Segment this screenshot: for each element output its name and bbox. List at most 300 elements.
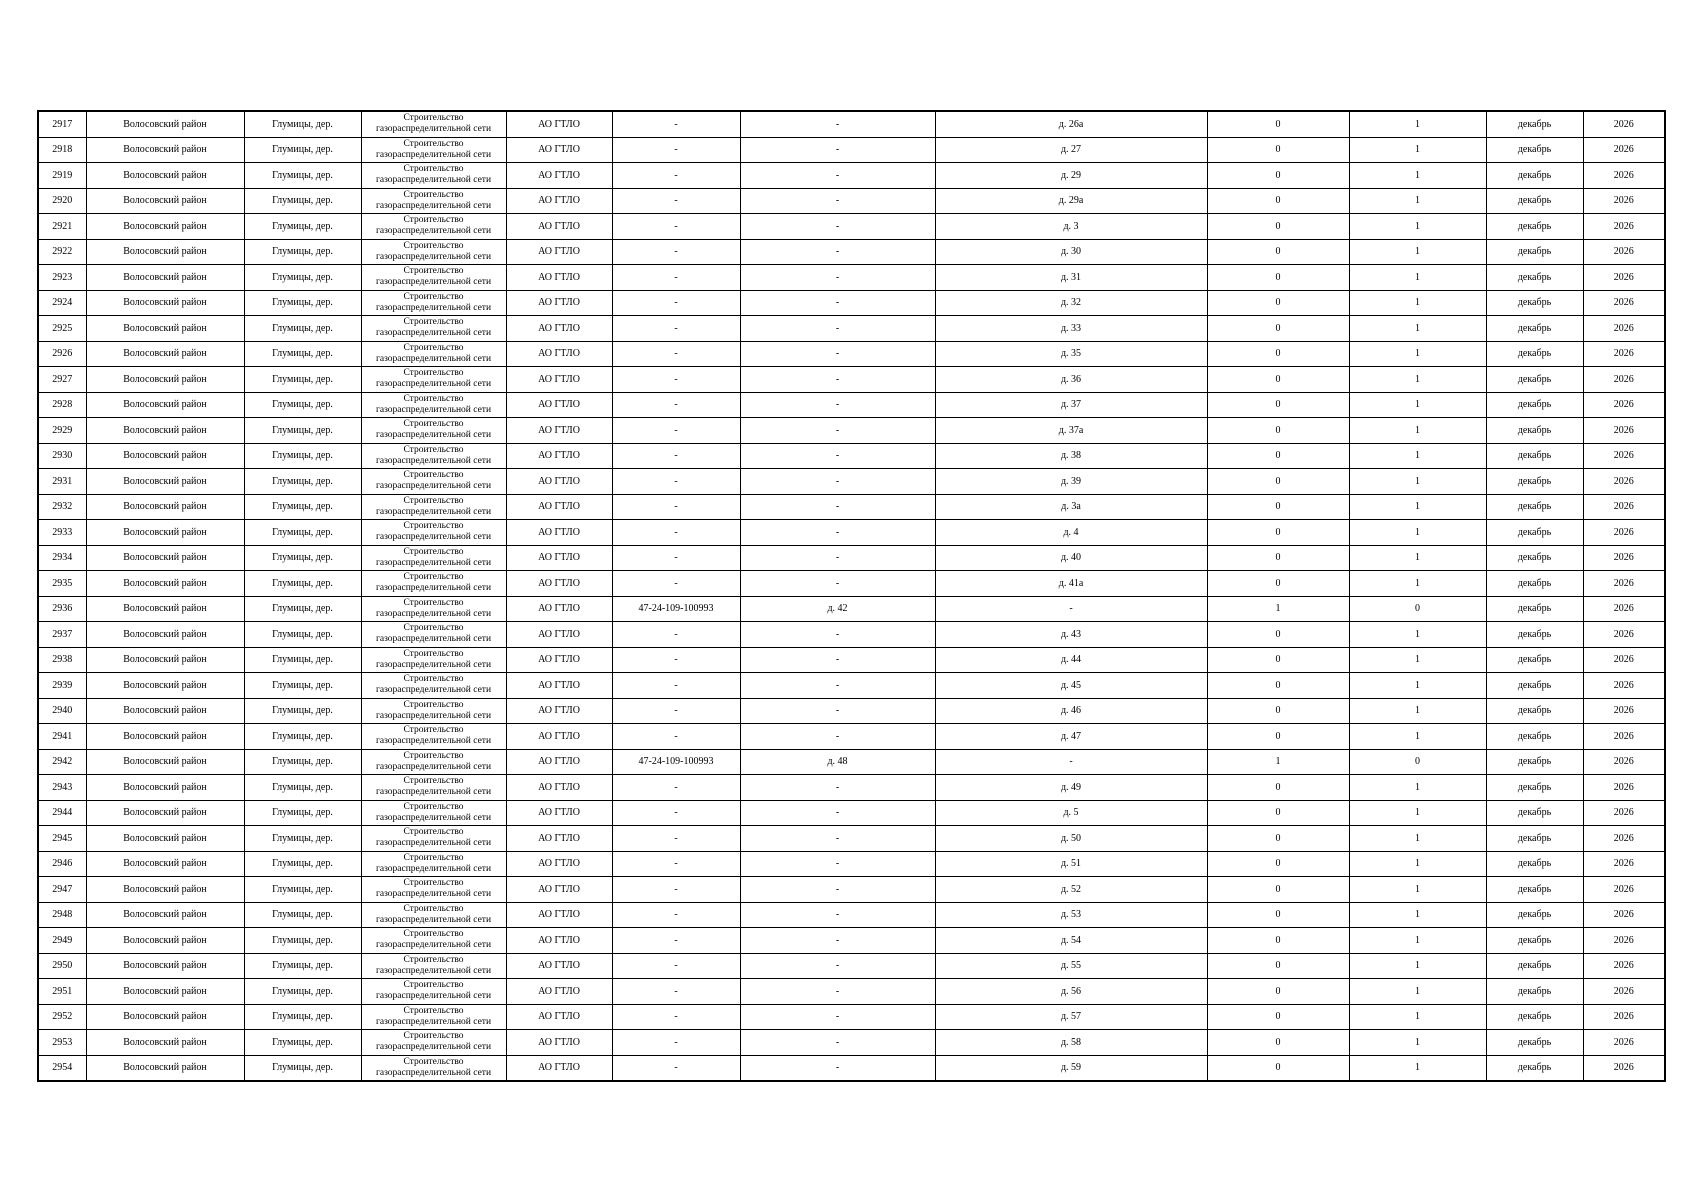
count-cell-1: 1 bbox=[1207, 596, 1349, 622]
count-cell-2: 1 bbox=[1349, 673, 1486, 699]
work-type-cell bbox=[361, 775, 506, 801]
address-cell: - bbox=[740, 418, 935, 444]
count-cell-2: 1 bbox=[1349, 111, 1486, 137]
year-cell: 2026 bbox=[1583, 239, 1665, 265]
table-row bbox=[38, 392, 1665, 418]
cadastral-number-cell: - bbox=[612, 111, 740, 137]
organization-cell: АО ГТЛО bbox=[506, 520, 612, 546]
row-number-cell: 2925 bbox=[38, 316, 86, 342]
year-cell: 2026 bbox=[1583, 494, 1665, 520]
month-cell: декабрь bbox=[1486, 1030, 1583, 1056]
year-cell: 2026 bbox=[1583, 877, 1665, 903]
table-row bbox=[38, 111, 1665, 137]
work-type-line: Строительство bbox=[403, 623, 464, 634]
work-type-line: Строительство bbox=[403, 725, 464, 736]
organization-cell: АО ГТЛО bbox=[506, 698, 612, 724]
house-number-cell: д. 37 bbox=[935, 392, 1207, 418]
organization-cell: АО ГТЛО bbox=[506, 877, 612, 903]
district-cell: Волосовский район bbox=[86, 647, 244, 673]
locality-cell: Глумицы, дер. bbox=[244, 953, 361, 979]
address-cell: - bbox=[740, 214, 935, 240]
locality-cell: Глумицы, дер. bbox=[244, 137, 361, 163]
cadastral-number-cell: - bbox=[612, 800, 740, 826]
organization-cell: АО ГТЛО bbox=[506, 596, 612, 622]
cadastral-number-cell: - bbox=[612, 851, 740, 877]
row-number-cell: 2942 bbox=[38, 749, 86, 775]
count-cell-2: 1 bbox=[1349, 469, 1486, 495]
month-cell: декабрь bbox=[1486, 1004, 1583, 1030]
district-cell: Волосовский район bbox=[86, 188, 244, 214]
month-cell: декабрь bbox=[1486, 800, 1583, 826]
table-row bbox=[38, 239, 1665, 265]
count-cell-1: 0 bbox=[1207, 290, 1349, 316]
address-cell: - bbox=[740, 290, 935, 316]
cadastral-number-cell: - bbox=[612, 928, 740, 954]
work-type-cell bbox=[361, 265, 506, 291]
month-cell: декабрь bbox=[1486, 749, 1583, 775]
row-number-cell: 2951 bbox=[38, 979, 86, 1005]
organization-cell: АО ГТЛО bbox=[506, 953, 612, 979]
address-cell: - bbox=[740, 724, 935, 750]
house-number-cell: д. 40 bbox=[935, 545, 1207, 571]
month-cell: декабрь bbox=[1486, 418, 1583, 444]
cadastral-number-cell: - bbox=[612, 137, 740, 163]
organization-cell: АО ГТЛО bbox=[506, 1055, 612, 1081]
work-type-line: газораспределительной сети bbox=[375, 557, 492, 568]
month-cell: декабрь bbox=[1486, 494, 1583, 520]
cadastral-number-cell: - bbox=[612, 214, 740, 240]
cadastral-number-cell: - bbox=[612, 953, 740, 979]
organization-cell: АО ГТЛО bbox=[506, 1030, 612, 1056]
work-type-cell bbox=[361, 520, 506, 546]
month-cell: декабрь bbox=[1486, 111, 1583, 137]
month-cell: декабрь bbox=[1486, 163, 1583, 189]
organization-cell: АО ГТЛО bbox=[506, 571, 612, 597]
district-cell: Волосовский район bbox=[86, 928, 244, 954]
row-number-cell: 2921 bbox=[38, 214, 86, 240]
district-cell: Волосовский район bbox=[86, 979, 244, 1005]
year-cell: 2026 bbox=[1583, 214, 1665, 240]
row-number-cell: 2918 bbox=[38, 137, 86, 163]
work-type-line: Строительство bbox=[403, 648, 464, 659]
year-cell: 2026 bbox=[1583, 545, 1665, 571]
row-number-cell: 2927 bbox=[38, 367, 86, 393]
count-cell-1: 0 bbox=[1207, 571, 1349, 597]
count-cell-1: 0 bbox=[1207, 418, 1349, 444]
district-cell: Волосовский район bbox=[86, 469, 244, 495]
district-cell: Волосовский район bbox=[86, 137, 244, 163]
work-type-line: Строительство bbox=[403, 317, 464, 328]
count-cell-2: 1 bbox=[1349, 1004, 1486, 1030]
work-type-cell bbox=[361, 673, 506, 699]
organization-cell: АО ГТЛО bbox=[506, 443, 612, 469]
month-cell: декабрь bbox=[1486, 851, 1583, 877]
table-row bbox=[38, 800, 1665, 826]
work-type-line: газораспределительной сети bbox=[375, 608, 492, 619]
count-cell-2: 1 bbox=[1349, 520, 1486, 546]
count-cell-2: 1 bbox=[1349, 902, 1486, 928]
work-type-cell bbox=[361, 163, 506, 189]
cadastral-number-cell: - bbox=[612, 545, 740, 571]
row-number-cell: 2924 bbox=[38, 290, 86, 316]
work-type-line: газораспределительной сети bbox=[375, 124, 492, 135]
work-type-line: Строительство bbox=[403, 546, 464, 557]
row-number-cell: 2936 bbox=[38, 596, 86, 622]
cadastral-number-cell: - bbox=[612, 698, 740, 724]
cadastral-number-cell: - bbox=[612, 341, 740, 367]
cadastral-number-cell: - bbox=[612, 673, 740, 699]
cadastral-number-cell: 47-24-109-100993 bbox=[612, 749, 740, 775]
row-number-cell: 2948 bbox=[38, 902, 86, 928]
work-type-line: газораспределительной сети bbox=[375, 149, 492, 160]
address-cell: - bbox=[740, 800, 935, 826]
month-cell: декабрь bbox=[1486, 902, 1583, 928]
address-cell: - bbox=[740, 571, 935, 597]
locality-cell: Глумицы, дер. bbox=[244, 698, 361, 724]
address-cell: - bbox=[740, 265, 935, 291]
district-cell: Волосовский район bbox=[86, 622, 244, 648]
work-type-line: газораспределительной сети bbox=[375, 991, 492, 1002]
year-cell: 2026 bbox=[1583, 290, 1665, 316]
count-cell-2: 0 bbox=[1349, 749, 1486, 775]
count-cell-2: 1 bbox=[1349, 418, 1486, 444]
house-number-cell: д. 58 bbox=[935, 1030, 1207, 1056]
month-cell: декабрь bbox=[1486, 953, 1583, 979]
count-cell-1: 0 bbox=[1207, 724, 1349, 750]
work-type-line: газораспределительной сети bbox=[375, 583, 492, 594]
house-number-cell: д. 33 bbox=[935, 316, 1207, 342]
house-number-cell: д. 29 bbox=[935, 163, 1207, 189]
table-row bbox=[38, 341, 1665, 367]
work-type-line: газораспределительной сети bbox=[375, 481, 492, 492]
cadastral-number-cell: - bbox=[612, 902, 740, 928]
row-number-cell: 2919 bbox=[38, 163, 86, 189]
table-row bbox=[38, 826, 1665, 852]
house-number-cell: д. 31 bbox=[935, 265, 1207, 291]
month-cell: декабрь bbox=[1486, 341, 1583, 367]
work-type-cell bbox=[361, 137, 506, 163]
row-number-cell: 2920 bbox=[38, 188, 86, 214]
organization-cell: АО ГТЛО bbox=[506, 902, 612, 928]
table-row bbox=[38, 596, 1665, 622]
work-type-line: газораспределительной сети bbox=[375, 506, 492, 517]
row-number-cell: 2934 bbox=[38, 545, 86, 571]
month-cell: декабрь bbox=[1486, 545, 1583, 571]
organization-cell: АО ГТЛО bbox=[506, 111, 612, 137]
table-row bbox=[38, 979, 1665, 1005]
year-cell: 2026 bbox=[1583, 571, 1665, 597]
district-cell: Волосовский район bbox=[86, 418, 244, 444]
work-type-line: газораспределительной сети bbox=[375, 863, 492, 874]
locality-cell: Глумицы, дер. bbox=[244, 1004, 361, 1030]
month-cell: декабрь bbox=[1486, 367, 1583, 393]
address-cell: - bbox=[740, 188, 935, 214]
house-number-cell: д. 41а bbox=[935, 571, 1207, 597]
work-type-line: Строительство bbox=[403, 878, 464, 889]
district-cell: Волосовский район bbox=[86, 494, 244, 520]
row-number-cell: 2944 bbox=[38, 800, 86, 826]
count-cell-1: 0 bbox=[1207, 265, 1349, 291]
year-cell: 2026 bbox=[1583, 928, 1665, 954]
cadastral-number-cell: - bbox=[612, 520, 740, 546]
district-cell: Волосовский район bbox=[86, 596, 244, 622]
count-cell-1: 0 bbox=[1207, 647, 1349, 673]
locality-cell: Глумицы, дер. bbox=[244, 545, 361, 571]
locality-cell: Глумицы, дер. bbox=[244, 111, 361, 137]
count-cell-1: 0 bbox=[1207, 902, 1349, 928]
table-row bbox=[38, 163, 1665, 189]
row-number-cell: 2935 bbox=[38, 571, 86, 597]
address-cell: - bbox=[740, 1004, 935, 1030]
work-type-line: газораспределительной сети bbox=[375, 634, 492, 645]
address-cell: - bbox=[740, 826, 935, 852]
locality-cell: Глумицы, дер. bbox=[244, 239, 361, 265]
year-cell: 2026 bbox=[1583, 137, 1665, 163]
organization-cell: АО ГТЛО bbox=[506, 290, 612, 316]
house-number-cell: - bbox=[935, 749, 1207, 775]
table-row bbox=[38, 851, 1665, 877]
work-type-cell bbox=[361, 111, 506, 137]
count-cell-2: 1 bbox=[1349, 724, 1486, 750]
work-type-line: Строительство bbox=[403, 699, 464, 710]
count-cell-1: 0 bbox=[1207, 826, 1349, 852]
count-cell-1: 0 bbox=[1207, 316, 1349, 342]
count-cell-2: 1 bbox=[1349, 1055, 1486, 1081]
year-cell: 2026 bbox=[1583, 443, 1665, 469]
district-cell: Волосовский район bbox=[86, 953, 244, 979]
district-cell: Волосовский район bbox=[86, 877, 244, 903]
cadastral-number-cell: - bbox=[612, 188, 740, 214]
organization-cell: АО ГТЛО bbox=[506, 545, 612, 571]
house-number-cell: д. 3 bbox=[935, 214, 1207, 240]
work-type-cell bbox=[361, 290, 506, 316]
table-row bbox=[38, 953, 1665, 979]
work-type-cell bbox=[361, 469, 506, 495]
district-cell: Волосовский район bbox=[86, 341, 244, 367]
table-row bbox=[38, 265, 1665, 291]
cadastral-number-cell: - bbox=[612, 1030, 740, 1056]
house-number-cell: д. 4 bbox=[935, 520, 1207, 546]
district-cell: Волосовский район bbox=[86, 443, 244, 469]
row-number-cell: 2926 bbox=[38, 341, 86, 367]
count-cell-1: 0 bbox=[1207, 367, 1349, 393]
house-number-cell: д. 54 bbox=[935, 928, 1207, 954]
district-cell: Волосовский район bbox=[86, 239, 244, 265]
month-cell: декабрь bbox=[1486, 392, 1583, 418]
district-cell: Волосовский район bbox=[86, 520, 244, 546]
organization-cell: АО ГТЛО bbox=[506, 826, 612, 852]
cadastral-number-cell: - bbox=[612, 392, 740, 418]
locality-cell: Глумицы, дер. bbox=[244, 1030, 361, 1056]
locality-cell: Глумицы, дер. bbox=[244, 775, 361, 801]
year-cell: 2026 bbox=[1583, 469, 1665, 495]
month-cell: декабрь bbox=[1486, 724, 1583, 750]
cadastral-number-cell: - bbox=[612, 265, 740, 291]
count-cell-2: 1 bbox=[1349, 622, 1486, 648]
house-number-cell: д. 49 bbox=[935, 775, 1207, 801]
district-cell: Волосовский район bbox=[86, 545, 244, 571]
table-row bbox=[38, 877, 1665, 903]
work-type-line: газораспределительной сети bbox=[375, 659, 492, 670]
work-type-cell bbox=[361, 698, 506, 724]
month-cell: декабрь bbox=[1486, 316, 1583, 342]
count-cell-2: 1 bbox=[1349, 1030, 1486, 1056]
year-cell: 2026 bbox=[1583, 724, 1665, 750]
work-type-line: Строительство bbox=[403, 597, 464, 608]
year-cell: 2026 bbox=[1583, 341, 1665, 367]
month-cell: декабрь bbox=[1486, 698, 1583, 724]
count-cell-1: 0 bbox=[1207, 622, 1349, 648]
locality-cell: Глумицы, дер. bbox=[244, 214, 361, 240]
table-row bbox=[38, 137, 1665, 163]
count-cell-1: 0 bbox=[1207, 800, 1349, 826]
work-type-cell bbox=[361, 953, 506, 979]
house-number-cell: д. 55 bbox=[935, 953, 1207, 979]
organization-cell: АО ГТЛО bbox=[506, 494, 612, 520]
cadastral-number-cell: - bbox=[612, 469, 740, 495]
count-cell-2: 1 bbox=[1349, 800, 1486, 826]
work-type-line: газораспределительной сети bbox=[375, 914, 492, 925]
work-type-line: Строительство bbox=[403, 215, 464, 226]
house-number-cell: д. 50 bbox=[935, 826, 1207, 852]
district-cell: Волосовский район bbox=[86, 724, 244, 750]
work-type-cell bbox=[361, 571, 506, 597]
district-cell: Волосовский район bbox=[86, 698, 244, 724]
table-row bbox=[38, 1055, 1665, 1081]
work-type-line: Строительство bbox=[403, 368, 464, 379]
house-number-cell: - bbox=[935, 596, 1207, 622]
work-type-line: Строительство bbox=[403, 776, 464, 787]
organization-cell: АО ГТЛО bbox=[506, 647, 612, 673]
locality-cell: Глумицы, дер. bbox=[244, 877, 361, 903]
address-cell: - bbox=[740, 163, 935, 189]
work-type-line: газораспределительной сети bbox=[375, 532, 492, 543]
district-cell: Волосовский район bbox=[86, 1030, 244, 1056]
locality-cell: Глумицы, дер. bbox=[244, 647, 361, 673]
table-row bbox=[38, 469, 1665, 495]
work-type-line: газораспределительной сети bbox=[375, 761, 492, 772]
work-type-line: газораспределительной сети bbox=[375, 736, 492, 747]
row-number-cell: 2940 bbox=[38, 698, 86, 724]
house-number-cell: д. 59 bbox=[935, 1055, 1207, 1081]
table-row bbox=[38, 188, 1665, 214]
district-cell: Волосовский район bbox=[86, 290, 244, 316]
table-row bbox=[38, 775, 1665, 801]
work-type-line: Строительство bbox=[403, 1005, 464, 1016]
work-type-line: Строительство bbox=[403, 1031, 464, 1042]
address-cell: - bbox=[740, 673, 935, 699]
district-cell: Волосовский район bbox=[86, 214, 244, 240]
organization-cell: АО ГТЛО bbox=[506, 163, 612, 189]
cadastral-number-cell: - bbox=[612, 979, 740, 1005]
work-type-line: газораспределительной сети bbox=[375, 1067, 492, 1078]
work-type-cell bbox=[361, 214, 506, 240]
district-cell: Волосовский район bbox=[86, 775, 244, 801]
work-type-line: газораспределительной сети bbox=[375, 455, 492, 466]
cadastral-number-cell: - bbox=[612, 1055, 740, 1081]
district-cell: Волосовский район bbox=[86, 800, 244, 826]
work-type-line: Строительство bbox=[403, 572, 464, 583]
count-cell-1: 1 bbox=[1207, 749, 1349, 775]
work-type-line: Строительство bbox=[403, 674, 464, 685]
work-type-line: газораспределительной сети bbox=[375, 404, 492, 415]
organization-cell: АО ГТЛО bbox=[506, 316, 612, 342]
table-row bbox=[38, 1030, 1665, 1056]
year-cell: 2026 bbox=[1583, 953, 1665, 979]
count-cell-2: 0 bbox=[1349, 596, 1486, 622]
district-cell: Волосовский район bbox=[86, 851, 244, 877]
district-cell: Волосовский район bbox=[86, 1004, 244, 1030]
work-type-line: газораспределительной сети bbox=[375, 812, 492, 823]
table-row bbox=[38, 698, 1665, 724]
organization-cell: АО ГТЛО bbox=[506, 137, 612, 163]
organization-cell: АО ГТЛО bbox=[506, 265, 612, 291]
work-type-line: Строительство bbox=[403, 801, 464, 812]
document-page bbox=[37, 110, 1664, 1082]
organization-cell: АО ГТЛО bbox=[506, 392, 612, 418]
address-cell: - bbox=[740, 545, 935, 571]
cadastral-number-cell: - bbox=[612, 647, 740, 673]
work-type-cell bbox=[361, 826, 506, 852]
count-cell-2: 1 bbox=[1349, 137, 1486, 163]
address-cell: - bbox=[740, 137, 935, 163]
locality-cell: Глумицы, дер. bbox=[244, 800, 361, 826]
count-cell-1: 0 bbox=[1207, 443, 1349, 469]
address-cell: - bbox=[740, 928, 935, 954]
address-cell: - bbox=[740, 851, 935, 877]
cadastral-number-cell: - bbox=[612, 443, 740, 469]
count-cell-1: 0 bbox=[1207, 214, 1349, 240]
address-cell: - bbox=[740, 367, 935, 393]
row-number-cell: 2952 bbox=[38, 1004, 86, 1030]
count-cell-1: 0 bbox=[1207, 851, 1349, 877]
table-row bbox=[38, 724, 1665, 750]
work-type-line: Строительство bbox=[403, 444, 464, 455]
district-cell: Волосовский район bbox=[86, 316, 244, 342]
work-type-cell bbox=[361, 647, 506, 673]
organization-cell: АО ГТЛО bbox=[506, 1004, 612, 1030]
count-cell-2: 1 bbox=[1349, 979, 1486, 1005]
count-cell-2: 1 bbox=[1349, 367, 1486, 393]
district-cell: Волосовский район bbox=[86, 826, 244, 852]
row-number-cell: 2922 bbox=[38, 239, 86, 265]
row-number-cell: 2932 bbox=[38, 494, 86, 520]
count-cell-1: 0 bbox=[1207, 137, 1349, 163]
work-type-line: Строительство bbox=[403, 291, 464, 302]
organization-cell: АО ГТЛО bbox=[506, 469, 612, 495]
district-cell: Волосовский район bbox=[86, 571, 244, 597]
address-cell: - bbox=[740, 979, 935, 1005]
count-cell-1: 0 bbox=[1207, 953, 1349, 979]
work-type-cell bbox=[361, 316, 506, 342]
count-cell-1: 0 bbox=[1207, 877, 1349, 903]
work-type-line: газораспределительной сети bbox=[375, 353, 492, 364]
count-cell-2: 1 bbox=[1349, 163, 1486, 189]
table-body bbox=[38, 111, 1665, 1081]
count-cell-1: 0 bbox=[1207, 1030, 1349, 1056]
year-cell: 2026 bbox=[1583, 749, 1665, 775]
house-number-cell: д. 43 bbox=[935, 622, 1207, 648]
district-cell: Волосовский район bbox=[86, 111, 244, 137]
count-cell-1: 0 bbox=[1207, 239, 1349, 265]
cadastral-number-cell: - bbox=[612, 494, 740, 520]
row-number-cell: 2946 bbox=[38, 851, 86, 877]
count-cell-1: 0 bbox=[1207, 545, 1349, 571]
row-number-cell: 2939 bbox=[38, 673, 86, 699]
house-number-cell: д. 56 bbox=[935, 979, 1207, 1005]
work-type-line: газораспределительной сети bbox=[375, 226, 492, 237]
locality-cell: Глумицы, дер. bbox=[244, 494, 361, 520]
